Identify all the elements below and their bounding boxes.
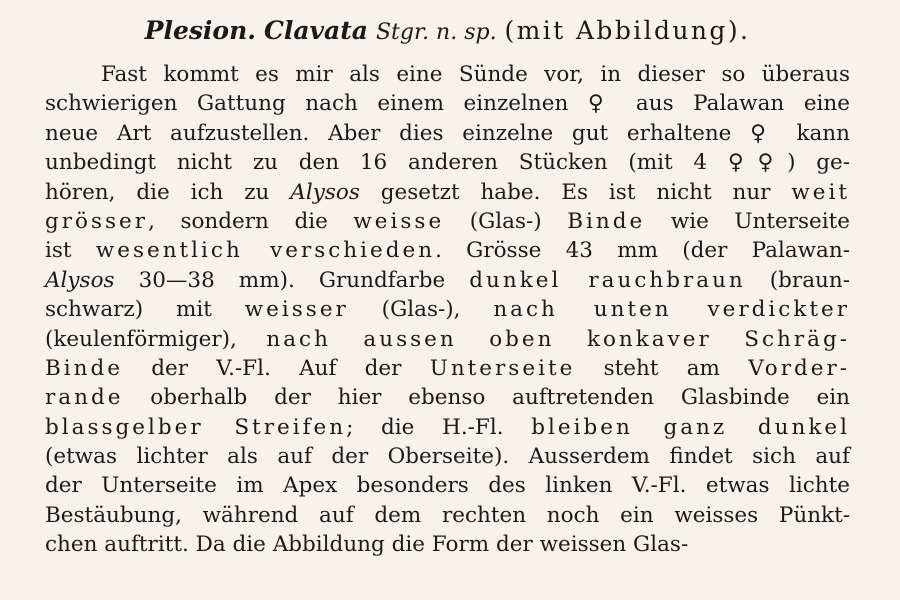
- text-run: steht am: [575, 355, 749, 381]
- text-run: . Grösse 43 mm (der Palawan-: [435, 238, 850, 264]
- text-run: (etwas lichter als auf der Oberseite). Ausserdem findet sich auf: [45, 444, 850, 470]
- text-run: schwierigen Gattung nach einem einzelnen ♀ aus Palawan eine: [45, 91, 850, 117]
- species-heading: [45, 14, 850, 50]
- spaced-text: Binde: [45, 355, 124, 381]
- genus-name: Plesion.: [144, 16, 256, 45]
- text-line: [45, 89, 850, 118]
- spaced-text: nach aussen oben konkaver Schräg-: [266, 326, 850, 352]
- text-line: [45, 266, 850, 295]
- text-line: [45, 354, 850, 383]
- text-run: 30—38 mm). Grundfarbe: [114, 267, 470, 293]
- text-line: [45, 148, 850, 177]
- text-run: hören, die ich zu: [45, 179, 291, 205]
- description-paragraph: [45, 60, 850, 560]
- text-line: [45, 383, 850, 412]
- text-run: unbedingt nicht zu den 16 anderen Stücken (mit 4 ♀♀) ge-: [45, 150, 850, 176]
- text-line: [45, 119, 850, 148]
- spaced-text: grösser: [45, 208, 149, 234]
- italic-text: Alysos: [290, 179, 360, 205]
- spaced-text: Binde: [567, 208, 646, 234]
- text-line: [45, 325, 850, 354]
- text-run: Fast kommt es mir als eine Sünde vor, in dieser so überaus: [101, 62, 850, 87]
- spaced-text: weisse: [353, 208, 445, 234]
- text-run: (Glas-): [444, 208, 568, 234]
- text-run: , sondern die: [148, 208, 354, 234]
- italic-text: Alysos: [45, 267, 115, 293]
- text-run: ist: [45, 238, 96, 264]
- figure-note: (mit Abbildung).: [504, 16, 751, 45]
- text-line: [45, 295, 850, 324]
- text-line: [45, 178, 850, 207]
- text-run: der V.-Fl. Auf der: [123, 355, 430, 381]
- text-line: [45, 501, 850, 530]
- text-run: schwarz) mit: [45, 297, 245, 323]
- text-run: chen auftritt. Da die Abbildung die Form der weissen Glas-: [45, 532, 689, 558]
- text-run: (keulenförmiger),: [45, 326, 267, 352]
- species-authority: Stgr. n. sp.: [375, 20, 497, 45]
- species-name: Clavata: [263, 16, 369, 45]
- spaced-text: wesentlich verschieden: [95, 238, 436, 264]
- text-run: oberhalb der hier ebenso auftretenden Glasbinde ein: [123, 385, 850, 411]
- text-line: [45, 236, 850, 265]
- text-run: Bestäubung, während auf dem rechten noch ein weisses Pünkt-: [45, 502, 850, 528]
- spaced-text: bleiben ganz dunkel: [531, 414, 850, 440]
- text-line: [45, 207, 850, 236]
- text-line: [45, 471, 850, 500]
- spaced-text: weit: [791, 179, 850, 205]
- text-run: der Unterseite im Apex besonders des linken V.-Fl. etwas lichte: [45, 473, 850, 499]
- text-line: [45, 530, 850, 559]
- spaced-text: Unterseite: [429, 355, 576, 381]
- text-line: [45, 60, 850, 89]
- text-run: (Glas-),: [348, 297, 494, 323]
- text-run: gesetzt habe. Es ist nicht nur: [359, 179, 792, 205]
- text-run: ; die H.-Fl.: [346, 414, 532, 440]
- text-run: wie Unterseite: [645, 208, 850, 234]
- spaced-text: nach unten verdickter: [493, 297, 850, 323]
- text-run: (braun-: [745, 267, 850, 293]
- text-line: [45, 413, 850, 442]
- spaced-text: dunkel rauchbraun: [469, 267, 746, 293]
- text-run: neue Art aufzustellen. Aber dies einzelne gut erhaltene ♀ kann: [45, 120, 850, 146]
- text-line: [45, 442, 850, 471]
- spaced-text: blassgelber Streifen: [45, 414, 347, 440]
- spaced-text: Vorder-: [748, 355, 851, 381]
- spaced-text: weisser: [244, 297, 349, 323]
- spaced-text: rande: [45, 385, 124, 411]
